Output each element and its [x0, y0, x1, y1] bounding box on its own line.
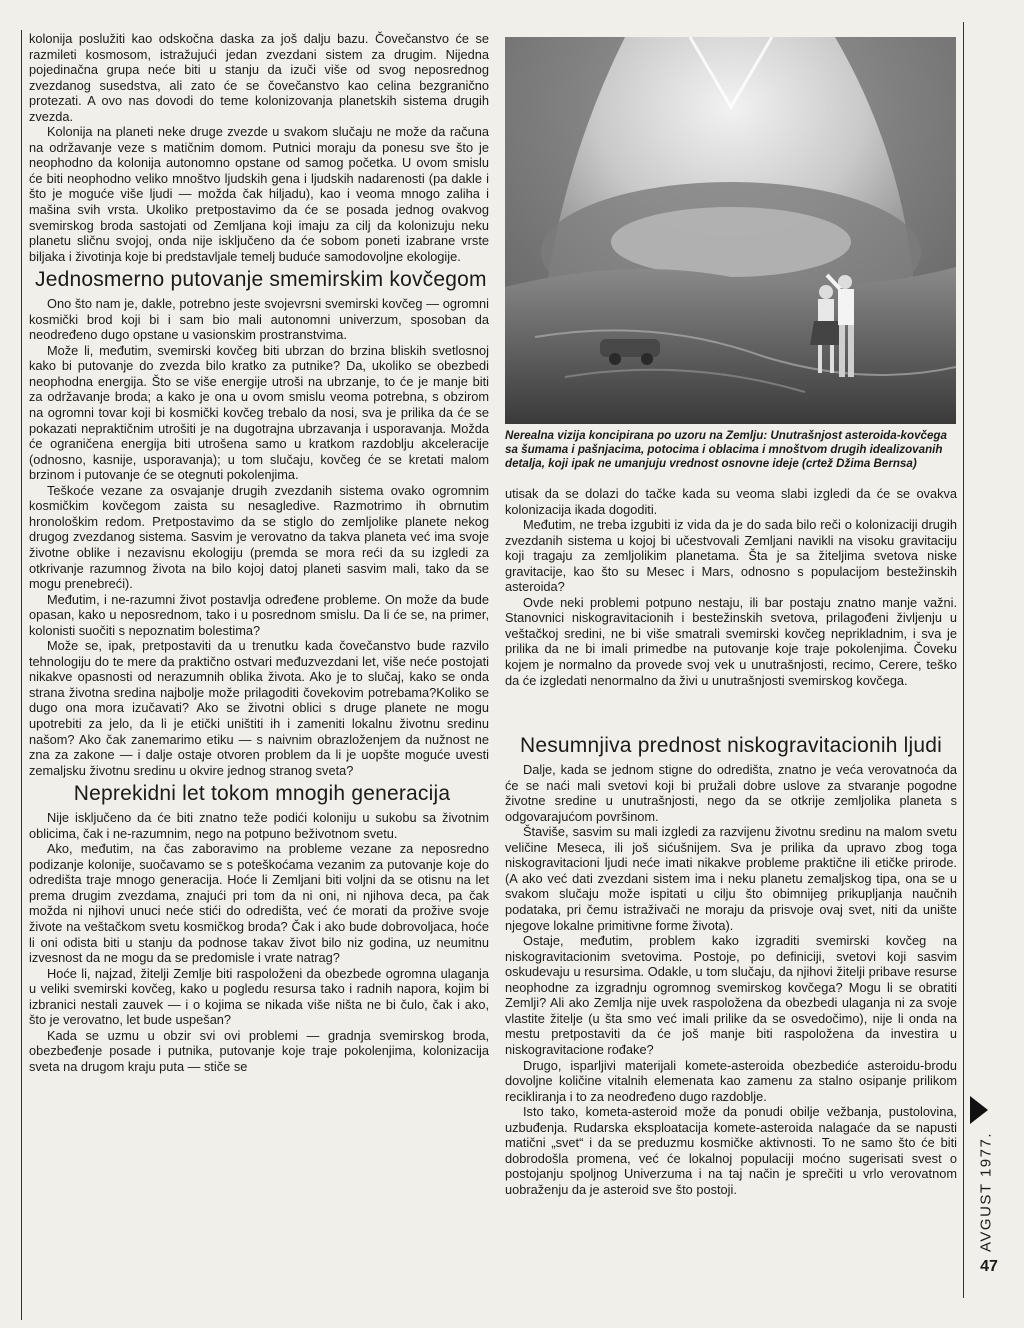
paragraph: Može li, međutim, svemirski kovčeg biti ubrzan do brzina bliskih svetlosnoj kako bi putovanje do zvezda bilo kratko za putnike? Da, ukoliko se obezbedi neophodna energija. Što se više energije utroši na ubrzanje, to će je manje biti za održavanje broda; a kako je ona u ovom smislu veoma potrebna, s obzirom na ogromni tovar koji bi kosmički kovčeg trebalo da nosi, sva je prilika da će se pokazati nepraktičnim utrošiti je na dugotrajna ubrzavanja i usporavanja. Možda će ograničena energija biti utrošena samo u kratkom razdoblju akceleracije (odnosno, kasnije, usporavanja); u tom slučaju, kovčeg će se kretati malom brzinom i putovanje će se otegnuti pokolenjima.	[29, 342, 489, 483]
continue-arrow-icon	[970, 1096, 988, 1124]
paragraph: Isto tako, kometa-asteroid može da ponudi obilje vežbanja, pustolovina, uzbuđenja. Rudarska eksploatacija komete-asteroida nalagaće da se napusti matični „svet“ i da se preduzmu kosmičke aktivnosti. To ne samo što će biti dobrodošla promena, već će lokalnoj populaciji moćno sugerisati svest o postojanju spoljnog Univerzuma i na taj način je sprečiti u vrlo verovatnom uobraženju da je asteroid sve što postoji.	[505, 1104, 957, 1197]
issue-date-label	[972, 1126, 1000, 1258]
paragraph: utisak da se dolazi do tačke kada su veoma slabi izgledi da će se ovakva kolonizacija ikada dogoditi.	[505, 486, 957, 517]
paragraph: Može se, ipak, pretpostaviti da u trenutku kada čovečanstvo bude razvilo tehnologiju do te mere da praktično ostvari međuzvezdani let, više neće postojati nikakve opasnosti od nerazumnih oblika života. Ako je to slučaj, kako se onda strana životna sredina najbolje može prilagoditi čovekovim potrebama?Koliko se dugo ona mora izučavati? Ako se životni oblici s druge planete ne mogu upotrebiti za jelo, da li je etički uništiti ih i zameniti lokalnu životnu sredinu našom? Ako čak zanemarimo etiku — s naivnim obrazloženjem da nužnost ne zna za zakone — i dalje ostaje otvoren problem da li je uopšte moguće uvesti zemaljsku životnu sredinu u okvire jednog stranog sveta?	[29, 638, 489, 778]
paragraph: Međutim, ne treba izgubiti iz vida da je do sada bilo reči o kolonizaciji drugih zvezdanih sistema u kojoj bi učestvovali Zemljani navikli na visoku gravitaciju koji tragaju za zemljolikim planetama. Šta je sa žiteljima svetova niske gravitacije, kao što su Mesec i Mars, odnosno s populacijom bestežinskih asteroida?	[505, 517, 957, 595]
paragraph: Hoće li, najzad, žitelji Zemlje biti raspoloženi da obezbede ogromna ulaganja u veliki svemirski kovčeg, kako u pogledu resursa tako i radnih napora, kojim bi izbranici nestali zauvek — i o kojima se nikada više ništa ne bi čulo, čak i ako, što je verovatno, let bude uspešan?	[29, 965, 489, 1028]
paragraph: Ako, međutim, na čas zaboravimo na probleme vezane za neposredno podizanje kolonije, suočavamo se s poteškoćama vezanim za putovanje koje do odredišta traje mnogo generacija. Hoće li Zemljani biti voljni da se otisnu na let prema drugim zvezdama, znajući pri tom da ni oni, ni njihova deca, pa čak možda ni njihovi unuci neće stići do odredišta, već će morati da prožive svoje živote na veštačkom svetu kosmičkog broda? Čak i ako bude dobrovoljaca, hoće li oni odista biti u stanju da podnose takav život bilo niz godina, uz neumitnu izvesnost da ne mogu da se predomisle i vrate natrag?	[29, 841, 489, 966]
right-column	[505, 486, 957, 1319]
paragraph: Ono što nam je, dakle, potrebno jeste svojevrsni svemirski kovčeg — ogromni kosmički brod koji bi i sam bio mali autonomni univerzum, sposoban da neodređeno dugo opstane u vasionskim prostranstvima.	[29, 296, 489, 343]
paragraph: Štaviše, sasvim su mali izgledi za razvijenu životnu sredinu na malom svetu veličine Meseca, ili još sićušnijem. Sva je prilika da upravo zbog toga niskogravitacioni ljudi neće imati nikakve probleme praktične ili etičke prirode. (A ako već dati zvezdani sistem ima i neku planetu zemaljskog tipa, ona se u svakom slučaju može ispitati u cilju što obimnijeg prikupljanja naučnih podataka, pri čemu istraživači ne moraju da prisvoje ovaj svet, niti da unište njegove lokalne primitivne forme života).	[505, 824, 957, 933]
figure-caption: Nerealna vizija koncipirana po uzoru na Zemlju: Unutrašnjost asteroida-kovčega sa šumama i pašnjacima, potocima i oblacima i mnoštvom drugih idealizovanih detalja, koji ipak ne umanjuju vrednost osnovne ideje (crtež Džima Bernsa)	[505, 429, 947, 471]
section-heading-2: Neprekidni let tokom mnogih generacija	[73, 782, 451, 806]
left-column	[29, 31, 489, 1319]
page-number: 47	[980, 1258, 998, 1275]
paragraph: Kada se uzmu u obzir svi ovi problemi — gradnja svemirskog broda, obezbeđenje posade i putnika, putovanje koje traje pokolenjima, kolonizacija sveta na drugom kraju puta — stiče se	[29, 1027, 489, 1074]
paragraph: Međutim, i ne-razumni život postavlja određene probleme. On može da bude opasan, kako u neposrednom, tako i u posrednom smislu. Da li će se, na primer, kolonisti suočiti s nepoznatim bolestima?	[29, 591, 489, 638]
asteroid-ark-illustration	[505, 37, 956, 424]
illustration-image	[505, 37, 956, 424]
section-heading-3: Nesumnjiva prednost niskogravitacionih ljudi	[519, 734, 942, 758]
column-rule-left	[21, 30, 22, 1320]
issue-date-text: AVGUST 1977.	[977, 1132, 995, 1252]
paragraph: Dalje, kada se jednom stigne do odredišta, znatno je veća verovatnoća da će se naći mali svetovi koji bi pružali dobre uslove za stvaranje pogodne životne sredine u unutrašnjosti, nego da se otkrije zemljolika planeta s odgovarajućom površinom.	[505, 762, 957, 824]
paragraph: Nije isključeno da će biti znatno teže podići koloniju u sukobu sa životnim oblicima, čak i ne-razumnim, nego na potpuno beživotnom svetu.	[29, 810, 489, 841]
section-gap	[505, 688, 957, 730]
paragraph: Teškoće vezane za osvajanje drugih zvezdanih sistema ovako ogromnim kosmičkim kovčegom zaista su nesagledive. Razmotrimo ih obrnutim hronološkim redom. Pretpostavimo da se stiglo do zemljolike planete nekog drugog zvezdanog sistema. Sasvim je verovatno da takva planeta već ima svoje životne oblike i nezavisnu ekologiju (premda se mora reći da su izgledi za otkrivanje razumnog života na bilo kojoj datoj planeti sasvim mali, tako da se mogu prenebreći).	[29, 482, 489, 592]
paragraph: Drugo, isparljivi materijali komete-asteroida obezbediće asteroidu-brodu dovoljne količine vitalnih elemenata kao zamenu za stalno osipanje prilikom recikliranja i to za neodređeno dugo razdoblje.	[505, 1057, 957, 1104]
paragraph: Ostaje, međutim, problem kako izgraditi svemirski kovčeg na niskogravitacionim svetovima. Postoje, po definiciji, svetovi koji sasvim oskudevaju u resursima. Odakle, u tom slučaju, da njihovi žitelji pribave resurse neophodne za izgradnju ogromnog svemirskog kovčega? Mogu li se obratiti Zemlji? Ali ako Zemlja nije uvek raspoložena da obezbedi ulaganja ni za svoje vlastite žitelje (u šta smo već imali prilike da se osvedočimo), nije li onda na mestu pretpostaviti da će još manje biti raspoložena da investira u niskogravitacione rođake?	[505, 933, 957, 1057]
section-heading-1: Jednosmerno putovanje smemirskim kovčegom	[35, 268, 487, 292]
paragraph: Kolonija na planeti neke druge zvezde u svakom slučaju ne može da računa na održavanje veze s matičnim domom. Putnici moraju da ponesu sve što je neophodno da kolonija autonomno opstane od samog početka. U ovom smislu će biti neophodno veliko mnoštvo ljudskih gena i ljudskih nadarenosti (pa dakle i što je moguće više ljudi — možda čak hiljadu), kao i veoma mnogo zaliha i mašina svih vrsta. Ukoliko pretpostavimo da će se posada jednog ovakvog svemirskog broda sastojati od Zemljana koji imaju za cilj da kolonizuju neku planetu sličnu svojoj, onda nije isključeno da će sobom poneti izabrane vrste biljaka i životinja koje bi predstavljale temelj buduće samodovoljne ekologije.	[29, 124, 489, 264]
column-rule-right	[963, 22, 964, 1298]
paragraph: Ovde neki problemi potpuno nestaju, ili bar postaju znatno manje važni. Stanovnici niskogravitacionih i bestežinskih svetova, prilagođeni življenju u veštačkoj sredini, ne bi više smatrali svemirski kovčeg neprikladnim, i sva je prilika da ne bi imali primedbe na putovanje koje traje pokolenjima. Čoveku kojem je normalno da provede svoj vek u unutrašnjosti, recimo, Cerere, teško da će izgledati nenormalno da živi u unutrašnjosti svemirskog kovčega.	[505, 594, 957, 688]
paragraph: kolonija poslužiti kao odskočna daska za još dalju bazu. Čovečanstvo će se razmileti kosmosom, istražujući jedan zvezdani sistem za drugim. Nijedna pojedinačna grupa neće biti u stanju da izuči više od svog neposrednog zvezdanog susedstva, ali zato će se čovečanstvo kao celina bezgranično protezati. A ovo nas dovodi do teme kolonizovanja planetskih sistema drugih zvezda.	[29, 31, 489, 124]
